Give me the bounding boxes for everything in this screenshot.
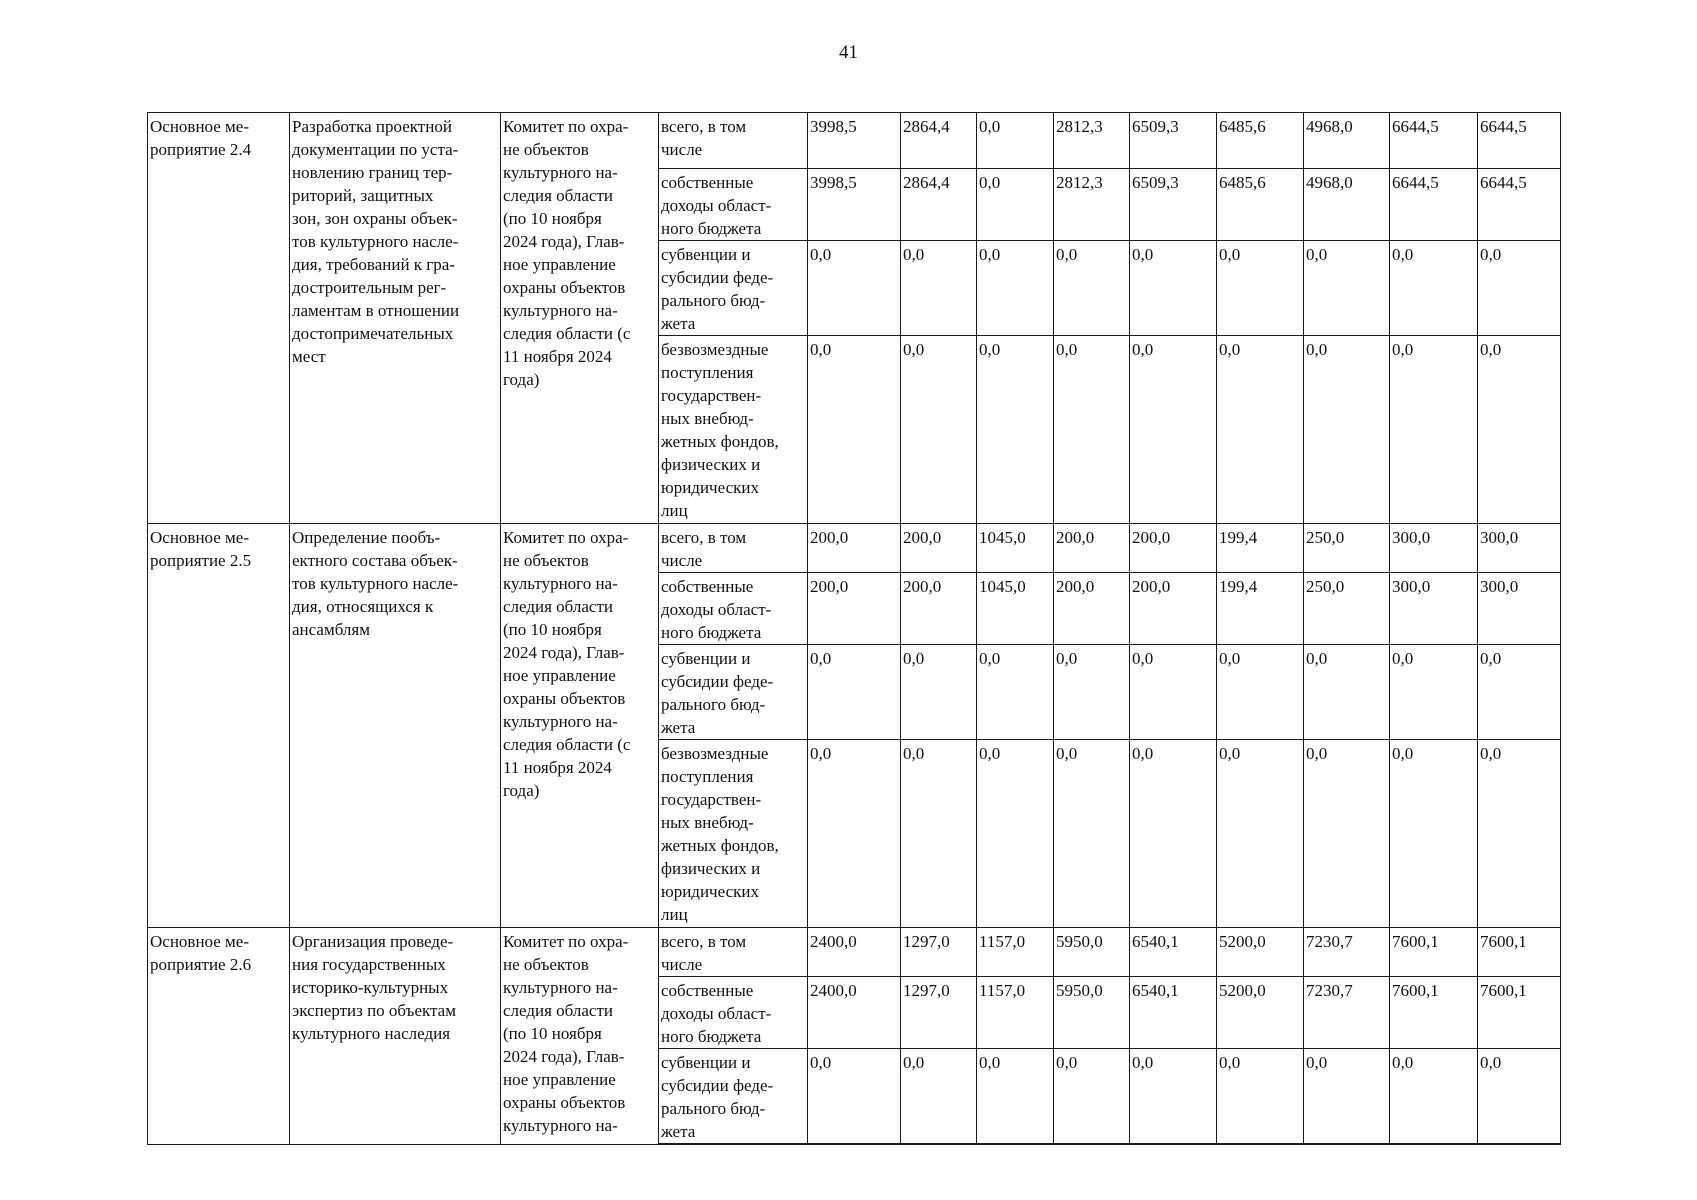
value-cell: 0,0 [1217, 336, 1304, 524]
value-cell: 0,0 [901, 740, 977, 928]
executor-cell: Комитет по охра- не объектов культурного на- следия области (по 10 ноября 2024 года), Глав- ное управление охраны объектов культурного на- [501, 928, 659, 1145]
value-cell: 0,0 [1304, 1049, 1390, 1145]
value-cell: 0,0 [1054, 1049, 1130, 1145]
value-cell: 0,0 [1217, 1049, 1304, 1145]
value-cell: 200,0 [901, 573, 977, 645]
value-cell: 3998,5 [808, 169, 901, 241]
description-cell: Определение пообъ- ектного состава объек- тов культурного насле- дия, относящихся к ансамблям [290, 524, 501, 928]
value-cell: 2400,0 [808, 928, 901, 977]
value-cell: 0,0 [977, 241, 1054, 336]
value-cell: 6509,3 [1130, 113, 1217, 169]
value-cell: 0,0 [1478, 241, 1561, 336]
activity-cell: Основное ме- роприятие 2.6 [148, 928, 290, 1145]
value-cell: 300,0 [1478, 573, 1561, 645]
value-cell: 300,0 [1390, 573, 1478, 645]
funding-source-cell: всего, в том числе [659, 928, 808, 977]
value-cell: 0,0 [1054, 645, 1130, 740]
value-cell: 0,0 [1054, 336, 1130, 524]
activity-cell: Основное ме- роприятие 2.4 [148, 113, 290, 524]
value-cell: 0,0 [1217, 645, 1304, 740]
value-cell: 0,0 [1054, 740, 1130, 928]
value-cell: 6644,5 [1478, 169, 1561, 241]
value-cell: 199,4 [1217, 524, 1304, 573]
value-cell: 6540,1 [1130, 928, 1217, 977]
value-cell: 250,0 [1304, 573, 1390, 645]
value-cell: 0,0 [1054, 241, 1130, 336]
funding-source-cell: субвенции и субсидии феде- рального бюд- жета [659, 645, 808, 740]
value-cell: 0,0 [901, 336, 977, 524]
value-cell: 0,0 [808, 740, 901, 928]
value-cell: 6644,5 [1390, 169, 1478, 241]
value-cell: 5200,0 [1217, 928, 1304, 977]
value-cell: 0,0 [977, 336, 1054, 524]
value-cell: 0,0 [1130, 241, 1217, 336]
value-cell: 6485,6 [1217, 113, 1304, 169]
value-cell: 4968,0 [1304, 113, 1390, 169]
value-cell: 0,0 [901, 241, 977, 336]
value-cell: 0,0 [1130, 740, 1217, 928]
value-cell: 2864,4 [901, 169, 977, 241]
value-cell: 0,0 [1217, 740, 1304, 928]
executor-cell: Комитет по охра- не объектов культурного на- следия области (по 10 ноября 2024 года), Глав- ное управление охраны объектов культурного на- следия области (с 11 ноября 2024 года) [501, 524, 659, 928]
funding-source-cell: субвенции и субсидии феде- рального бюд- жета [659, 1049, 808, 1145]
value-cell: 7230,7 [1304, 928, 1390, 977]
value-cell: 0,0 [1478, 336, 1561, 524]
value-cell: 7600,1 [1478, 928, 1561, 977]
funding-source-cell: безвозмездные поступления государствен- ных внебюд- жетных фондов, физических и юридических лиц [659, 740, 808, 928]
value-cell: 6485,6 [1217, 169, 1304, 241]
value-cell: 6644,5 [1390, 113, 1478, 169]
value-cell: 0,0 [977, 113, 1054, 169]
value-cell: 199,4 [1217, 573, 1304, 645]
value-cell: 7600,1 [1390, 928, 1478, 977]
value-cell: 3998,5 [808, 113, 901, 169]
value-cell: 2864,4 [901, 113, 977, 169]
value-cell: 5950,0 [1054, 928, 1130, 977]
value-cell: 5950,0 [1054, 977, 1130, 1049]
value-cell: 1297,0 [901, 928, 977, 977]
funding-source-cell: всего, в том числе [659, 524, 808, 573]
value-cell: 0,0 [1390, 645, 1478, 740]
value-cell: 7230,7 [1304, 977, 1390, 1049]
value-cell: 0,0 [808, 1049, 901, 1145]
value-cell: 0,0 [977, 740, 1054, 928]
value-cell: 0,0 [1130, 645, 1217, 740]
value-cell: 1045,0 [977, 524, 1054, 573]
funding-source-cell: всего, в том числе [659, 113, 808, 169]
activity-cell: Основное ме- роприятие 2.5 [148, 524, 290, 928]
value-cell: 0,0 [1304, 645, 1390, 740]
description-cell: Организация проведе- ния государственных историко-культурных экспертиз по объектам культурного наследия [290, 928, 501, 1145]
value-cell: 4968,0 [1304, 169, 1390, 241]
budget-table [147, 112, 1561, 1145]
value-cell: 0,0 [1390, 1049, 1478, 1145]
value-cell: 250,0 [1304, 524, 1390, 573]
funding-source-cell: собственные доходы област- ного бюджета [659, 573, 808, 645]
executor-cell: Комитет по охра- не объектов культурного на- следия области (по 10 ноября 2024 года), Глав- ное управление охраны объектов культурного на- следия области (с 11 ноября 2024 года) [501, 113, 659, 524]
value-cell: 0,0 [1478, 645, 1561, 740]
value-cell: 0,0 [1304, 241, 1390, 336]
value-cell: 0,0 [1390, 241, 1478, 336]
value-cell: 0,0 [1130, 1049, 1217, 1145]
funding-source-cell: собственные доходы област- ного бюджета [659, 977, 808, 1049]
value-cell: 0,0 [808, 645, 901, 740]
value-cell: 5200,0 [1217, 977, 1304, 1049]
value-cell: 0,0 [901, 645, 977, 740]
value-cell: 0,0 [1390, 336, 1478, 524]
value-cell: 0,0 [1130, 336, 1217, 524]
value-cell: 0,0 [1390, 740, 1478, 928]
value-cell: 0,0 [1478, 1049, 1561, 1145]
value-cell: 0,0 [977, 645, 1054, 740]
value-cell: 2812,3 [1054, 113, 1130, 169]
funding-source-cell: безвозмездные поступления государствен- ных внебюд- жетных фондов, физических и юридических лиц [659, 336, 808, 524]
funding-source-cell: субвенции и субсидии феде- рального бюд- жета [659, 241, 808, 336]
value-cell: 0,0 [1304, 740, 1390, 928]
value-cell: 1045,0 [977, 573, 1054, 645]
value-cell: 300,0 [1390, 524, 1478, 573]
value-cell: 2812,3 [1054, 169, 1130, 241]
table-row [148, 113, 1561, 169]
value-cell: 0,0 [977, 169, 1054, 241]
value-cell: 200,0 [808, 573, 901, 645]
value-cell: 200,0 [1054, 573, 1130, 645]
value-cell: 0,0 [1478, 740, 1561, 928]
value-cell: 6509,3 [1130, 169, 1217, 241]
value-cell: 300,0 [1478, 524, 1561, 573]
value-cell: 2400,0 [808, 977, 901, 1049]
description-cell: Разработка проектной документации по уста- новлению границ тер- риторий, защитных зон, зон охраны объек- тов культурного насле- дия, требований к гра- достроительным рег- ламентам в отношении достопримечательных мест [290, 113, 501, 524]
value-cell: 6540,1 [1130, 977, 1217, 1049]
value-cell: 0,0 [808, 336, 901, 524]
funding-source-cell: собственные доходы област- ного бюджета [659, 169, 808, 241]
page-number: 41 [839, 42, 858, 63]
value-cell: 200,0 [1130, 573, 1217, 645]
value-cell: 7600,1 [1390, 977, 1478, 1049]
value-cell: 1297,0 [901, 977, 977, 1049]
value-cell: 7600,1 [1478, 977, 1561, 1049]
value-cell: 0,0 [808, 241, 901, 336]
value-cell: 1157,0 [977, 977, 1054, 1049]
value-cell: 0,0 [1304, 336, 1390, 524]
value-cell: 200,0 [1054, 524, 1130, 573]
table-row [148, 928, 1561, 977]
value-cell: 0,0 [977, 1049, 1054, 1145]
table-row [148, 524, 1561, 573]
value-cell: 200,0 [1130, 524, 1217, 573]
value-cell: 200,0 [901, 524, 977, 573]
value-cell: 0,0 [901, 1049, 977, 1145]
value-cell: 200,0 [808, 524, 901, 573]
value-cell: 1157,0 [977, 928, 1054, 977]
value-cell: 0,0 [1217, 241, 1304, 336]
value-cell: 6644,5 [1478, 113, 1561, 169]
